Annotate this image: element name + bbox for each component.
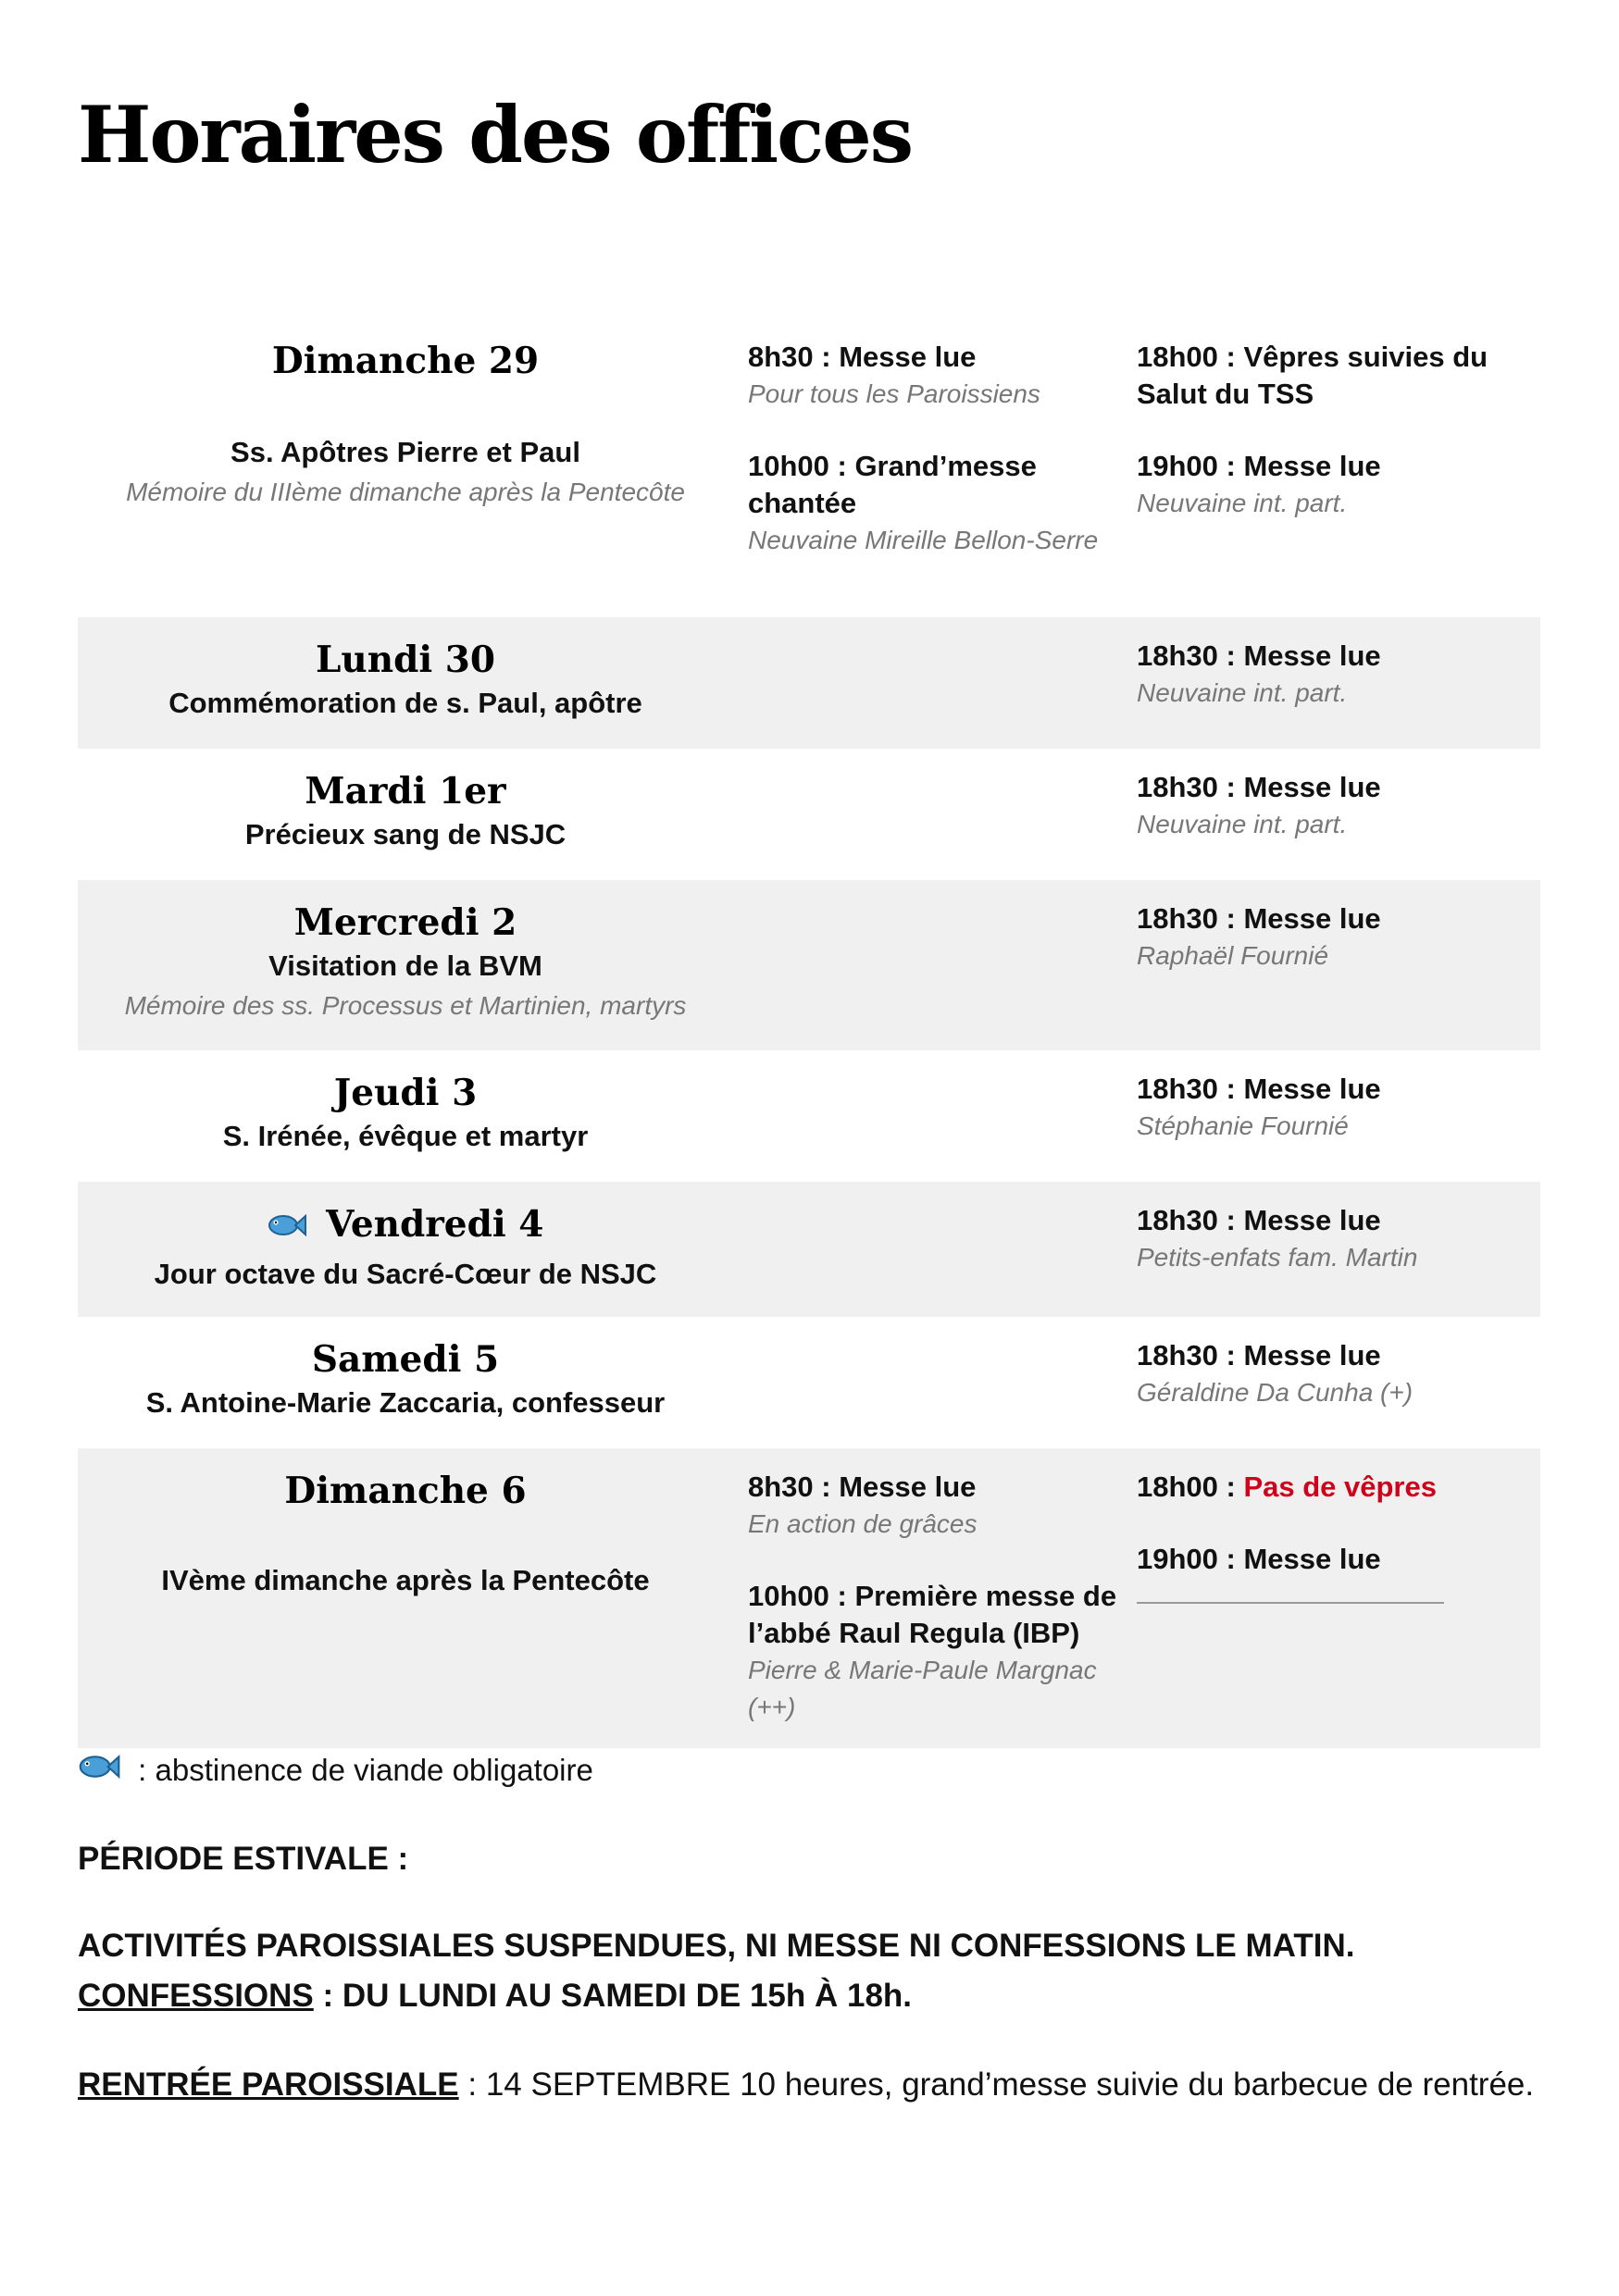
evening-services (1126, 1050, 1540, 1182)
feast-name: Jour octave du Sacré-Cœur de NSJC (154, 1258, 657, 1290)
service-time: 18h30 : Messe lue (1137, 1204, 1381, 1236)
table-row (78, 1317, 1540, 1448)
table-row (78, 1050, 1540, 1182)
service-intention: Pierre & Marie-Paule Margnac (++) (748, 1656, 1097, 1721)
service-time: 18h30 : Messe lue (1137, 639, 1381, 672)
service-intention: Petits-enfats fam. Martin (1137, 1243, 1418, 1272)
confessions-label: CONFESSIONS (78, 1978, 314, 2014)
service (1137, 1469, 1540, 1506)
service (1137, 448, 1540, 522)
feast-memo: Mémoire des ss. Processus et Martinien, martyrs (124, 991, 687, 1020)
day-cell (78, 326, 737, 617)
service-time: 8h30 : Messe lue (748, 1471, 977, 1503)
day-cell (78, 749, 737, 880)
evening-services (1126, 1182, 1540, 1317)
service-intention: Géraldine Da Cunha (+) (1137, 1378, 1414, 1407)
service-intention: Neuvaine int. part. (1137, 810, 1348, 838)
summer-heading: PÉRIODE ESTIVALE : (78, 1841, 409, 1877)
day-cell (78, 1317, 737, 1448)
table-row (78, 617, 1540, 749)
evening-services (1126, 617, 1540, 749)
morning-services (737, 1050, 1126, 1182)
activities-notice: ACTIVITÉS PAROISSIALES SUSPENDUES, NI MESSE NI CONFESSIONS LE MATIN. (78, 1928, 1355, 1964)
service-time (1137, 1469, 1540, 1506)
service-time: 8h30 : Messe lue (748, 341, 977, 373)
evening-services (1126, 326, 1540, 617)
day-name: Mardi 1er (305, 770, 506, 813)
service (1137, 1071, 1540, 1145)
service-intention: Neuvaine int. part. (1137, 489, 1348, 517)
service (1137, 1202, 1540, 1276)
day-name-with-fish (78, 1202, 733, 1249)
day-cell (78, 1050, 737, 1182)
day-cell (78, 1182, 737, 1317)
service (1137, 339, 1540, 413)
service (1137, 1541, 1540, 1604)
service-time: 10h00 : Première messe de l’abbé Raul Regula (IBP) (748, 1580, 1117, 1649)
feast-name: Précieux sang de NSJC (244, 818, 567, 850)
legend (78, 1751, 593, 1789)
morning-services (737, 1317, 1126, 1448)
service (1137, 1337, 1540, 1411)
table-row (78, 1448, 1540, 1748)
evening-services (1126, 880, 1540, 1050)
morning-services (737, 1448, 1126, 1748)
service-intention: Pour tous les Paroissiens (748, 379, 1040, 408)
table-row (78, 1182, 1540, 1317)
schedule-table (78, 326, 1540, 1748)
day-name: Lundi 30 (315, 639, 496, 681)
day-name: Mercredi 2 (293, 901, 517, 944)
service (748, 1578, 1126, 1726)
service-intention: En action de grâces (748, 1509, 978, 1538)
day-name: Vendredi 4 (326, 1203, 544, 1246)
morning-services (737, 880, 1126, 1050)
day-name: Jeudi 3 (333, 1072, 478, 1114)
service-time: 18h00 : Vêpres suivies du Salut du TSS (1137, 341, 1488, 410)
cancellation-notice: Pas de vêpres (1243, 1471, 1437, 1503)
service-time: 18h30 : Messe lue (1137, 1339, 1381, 1371)
day-cell (78, 617, 737, 749)
fish-icon (268, 1205, 306, 1249)
service (1137, 769, 1540, 843)
feast-name: IVème dimanche après la Pentecôte (161, 1564, 650, 1596)
table-row (78, 749, 1540, 880)
morning-services (737, 749, 1126, 880)
table-row (78, 326, 1540, 617)
service (1137, 900, 1540, 974)
service-time-prefix: 18h00 : (1137, 1471, 1244, 1503)
service-time: 19h00 : Messe lue (1137, 1543, 1381, 1575)
feast-name: Ss. Apôtres Pierre et Paul (230, 436, 580, 468)
service (1137, 638, 1540, 712)
rentree-notice (78, 2060, 1534, 2110)
blank-intention-line (1137, 1578, 1444, 1604)
evening-services (1126, 1317, 1540, 1448)
service (748, 448, 1126, 559)
service (748, 1469, 1126, 1543)
service-time: 10h00 : Grand’messe chantée (748, 450, 1037, 519)
confessions-notice (78, 1971, 1354, 2021)
feast-name: Visitation de la BVM (268, 949, 542, 982)
service-intention: Raphaël Fournié (1137, 941, 1329, 970)
day-name: Dimanche 29 (271, 340, 540, 382)
confessions-text: : DU LUNDI AU SAMEDI DE 15h À 18h. (313, 1978, 913, 2014)
feast-name: S. Antoine-Marie Zaccaria, confesseur (145, 1386, 666, 1419)
legend-text: : abstinence de viande obligatoire (138, 1753, 593, 1788)
day-name: Samedi 5 (311, 1338, 500, 1381)
service-time: 18h30 : Messe lue (1137, 1073, 1381, 1105)
page-title: Horaires des offices (78, 89, 913, 180)
morning-services (737, 326, 1126, 617)
day-name: Dimanche 6 (284, 1470, 527, 1512)
summer-notice (78, 1921, 1354, 2021)
service-time: 18h30 : Messe lue (1137, 902, 1381, 935)
morning-services (737, 1182, 1126, 1317)
service (748, 339, 1126, 413)
service-intention: Stéphanie Fournié (1137, 1111, 1349, 1140)
feast-memo: Mémoire du IIIème dimanche après la Pentecôte (126, 478, 685, 506)
evening-services (1126, 1448, 1540, 1748)
service-time: 18h30 : Messe lue (1137, 771, 1381, 803)
day-cell (78, 1448, 737, 1748)
feast-name: S. Irénée, évêque et martyr (222, 1120, 589, 1152)
evening-services (1126, 749, 1540, 880)
day-cell (78, 880, 737, 1050)
fish-icon (78, 1752, 120, 1789)
service-time: 19h00 : Messe lue (1137, 450, 1381, 482)
service-intention: Neuvaine int. part. (1137, 678, 1348, 707)
table-row (78, 880, 1540, 1050)
feast-name: Commémoration de s. Paul, apôtre (168, 687, 642, 719)
morning-services (737, 617, 1126, 749)
rentree-label: RENTRÉE PAROISSIALE (78, 2066, 459, 2103)
service-intention: Neuvaine Mireille Bellon-Serre (748, 526, 1099, 554)
rentree-text: : 14 SEPTEMBRE 10 heures, grand’messe suivie du barbecue de rentrée. (458, 2066, 1535, 2103)
